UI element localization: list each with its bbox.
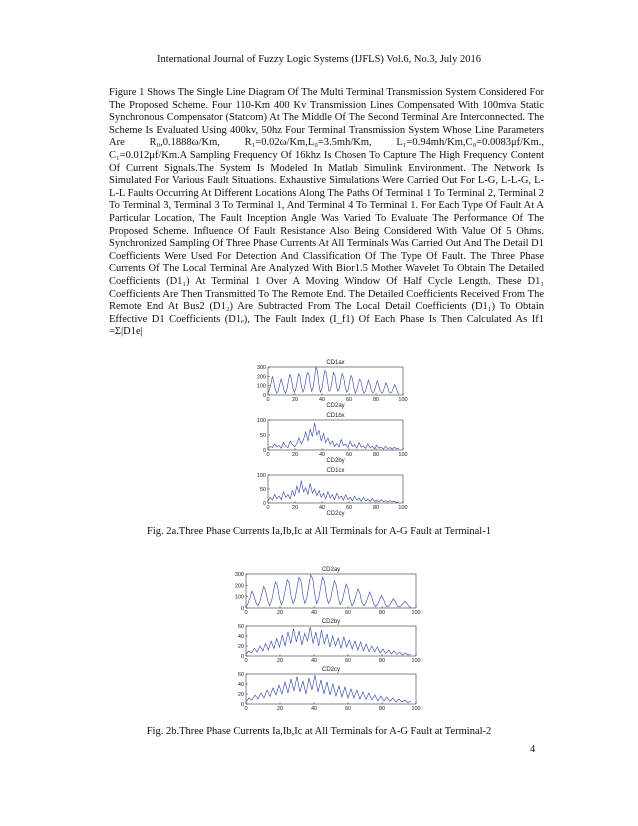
- series-line: [268, 423, 399, 449]
- x-tick-label: 40: [310, 658, 318, 664]
- subplot-cd1ax: [257, 360, 408, 409]
- x-tick-label: 100: [398, 397, 408, 403]
- series-line: [268, 367, 399, 394]
- x-tick-label: 60: [345, 397, 353, 403]
- y-tick-label: 40: [237, 634, 244, 640]
- series-line: [246, 675, 411, 703]
- body-paragraph: [109, 87, 544, 339]
- x-tick-label: 80: [372, 452, 380, 458]
- subplot-cd2ay: [235, 567, 421, 616]
- x-tick-label: 40: [318, 397, 326, 403]
- y-tick-label: 20: [237, 692, 244, 698]
- subplot-title: CD2cy: [321, 667, 341, 673]
- x-tick-label: 20: [291, 452, 299, 458]
- x-tick-label: 40: [318, 505, 326, 511]
- y-tick-label: 200: [256, 374, 266, 381]
- x-tick-label: 40: [310, 610, 318, 616]
- x-tick-label: 80: [378, 610, 386, 616]
- x-tick-label: 60: [344, 610, 352, 616]
- axes-frame: [246, 574, 416, 608]
- subplot-title: CD1cx: [326, 468, 345, 474]
- series-line: [268, 481, 399, 503]
- fig2a-caption: Fig. 2a.Three Phase Currents Ia,Ib,Ic at All Terminals for A-G Fault at Terminal-1: [147, 526, 491, 537]
- x-tick-label: 60: [344, 706, 352, 712]
- x-tick-label: 0: [244, 610, 248, 616]
- x-axis-label: CD2ay: [326, 403, 345, 409]
- y-tick-label: 50: [259, 433, 266, 439]
- x-tick-label: 20: [276, 610, 284, 616]
- x-tick-label: 80: [378, 658, 386, 664]
- x-tick-label: 60: [345, 452, 353, 458]
- axes-frame: [246, 626, 416, 656]
- fault-index-equation: If1 =Σ|D1e|: [109, 313, 544, 338]
- y-tick-label: 0: [262, 501, 266, 507]
- y-tick-label: 100: [256, 383, 266, 390]
- y-tick-label: 0: [240, 606, 244, 612]
- y-tick-label: 60: [237, 672, 244, 678]
- subplot-cd2cy: [238, 667, 421, 712]
- y-tick-label: 100: [256, 418, 266, 424]
- x-tick-label: 0: [266, 397, 270, 403]
- y-tick-label: 100: [234, 594, 244, 601]
- y-tick-label: 100: [256, 473, 266, 479]
- x-tick-label: 80: [372, 505, 380, 511]
- x-tick-label: 0: [266, 452, 270, 458]
- y-tick-label: 300: [256, 365, 266, 371]
- x-tick-label: 100: [411, 610, 421, 616]
- series-line: [246, 627, 411, 655]
- axes-frame: [246, 674, 416, 704]
- x-tick-label: 60: [344, 658, 352, 664]
- y-tick-label: 300: [234, 572, 244, 578]
- journal-header: International Journal of Fuzzy Logic Systems (IJFLS) Vol.6, No.3, July 2016: [157, 54, 481, 65]
- x-tick-label: 20: [276, 658, 284, 664]
- subplot-title: CD2by: [321, 619, 341, 625]
- fig2b-caption: Fig. 2b.Three Phase Currents Ia,Ib,Ic at All Terminals for A-G Fault at Terminal-2: [146, 726, 492, 737]
- figure-2b-plots: [228, 562, 421, 714]
- axes-frame: [268, 475, 403, 503]
- x-tick-label: 0: [244, 706, 248, 712]
- x-tick-label: 0: [244, 658, 248, 664]
- y-tick-label: 0: [262, 448, 266, 454]
- x-tick-label: 80: [378, 706, 386, 712]
- subplot-cd1cx: [257, 468, 408, 517]
- y-tick-label: 200: [234, 583, 244, 590]
- y-tick-label: 0: [262, 393, 266, 399]
- body-text: Figure 1 Shows The Single Line Diagram Of The Multi Terminal Transmission System Considered For The Proposed Scheme. Four 110-Km 400 Kv Transmission Lines Compensated With 100mva Static Synchronous Compensator (Statcom) At The Middle Of The Second Terminal Are Interconnected. The Scheme Is Evaluated Using 400kv, 50hz Four Terminal Transmission System Whose Line Parameters Are R₀,0.1888ω/Km, R₁=0.02ω/Km,L₀=3.5mh/Km, L₁=0.94mh/Km,C₀=0.0083μf/Km., C₁=0.012μf/Km.A Sampling Frequency Of 16khz Is Chosen To Capture The High Frequency Content Of Current Signals.The System Is Modeled In Matlab Simulink Environment. The Network Is Simulated For Various Fault Situations. Exhaustive Simulations Were Carried Out For L-G, L-L-G, L-L-L Faults Occurring At Different Locations Along The Paths Of Terminal 1 To Terminal 2, Terminal 2 To Terminal 3, Terminal 3 To Terminal 1, And Terminal 4 To Terminal 1. For Each Type Of Fault At A Particular Location, The Fault Inception Angle Was Varied To Evaluate The Performance Of The Proposed Scheme. Influence Of Fault Resistance Also Being Considered With Value Of 5 Ohms. Synchronized Sampling Of Three Phase Currents At All Terminals Was Carried Out And The Detail D1 Coefficients Were Used For Detection And Classification Of The Type Of Fault. The Three Phase Currents Of The Local Terminal Are Analyzed With Bior1.5 Mother Wavelet To Obtain The Detailed Coefficients (D1₁) At Terminal 1 Over A Moving Window Of Half Cycle Length. These D1₁ Coefficients Are Then Transmitted To The Remote End. The Detailed Coefficients Received From The Remote End At Bus2 (D1₂) Are Subtracted From The Local Detail Coefficients (D1₁) To Obtain Effective D1 Coefficients (D1ₑ), The Fault Index (I_f1) Of Each Phase Is Then Calculated As: [109, 87, 544, 325]
- figure-2a-plots: [248, 355, 408, 520]
- series-line: [246, 575, 411, 607]
- y-tick-label: 50: [259, 487, 266, 493]
- x-tick-label: 100: [398, 452, 408, 458]
- subplot-title: CD1ax: [326, 360, 345, 366]
- y-tick-label: 0: [240, 702, 244, 708]
- x-tick-label: 80: [372, 397, 380, 403]
- x-tick-label: 100: [411, 658, 421, 664]
- subplot-title: CD2ay: [321, 567, 341, 573]
- x-tick-label: 0: [266, 505, 270, 511]
- y-tick-label: 60: [237, 624, 244, 630]
- subplot-title: CD1bx: [326, 413, 345, 419]
- y-tick-label: 20: [237, 644, 244, 650]
- x-tick-label: 100: [398, 505, 408, 511]
- x-tick-label: 20: [291, 505, 299, 511]
- subplot-cd1bx: [257, 413, 408, 464]
- y-tick-label: 0: [240, 654, 244, 660]
- x-tick-label: 40: [318, 452, 326, 458]
- x-axis-label: CD2by: [326, 458, 345, 464]
- x-axis-label: CD2cy: [326, 511, 345, 517]
- subplot-cd2by: [238, 619, 421, 664]
- page-number: 4: [530, 744, 536, 755]
- x-tick-label: 20: [291, 397, 299, 403]
- x-tick-label: 40: [310, 706, 318, 712]
- x-tick-label: 100: [411, 706, 421, 712]
- x-tick-label: 20: [276, 706, 284, 712]
- x-tick-label: 60: [345, 505, 353, 511]
- y-tick-label: 40: [237, 682, 244, 688]
